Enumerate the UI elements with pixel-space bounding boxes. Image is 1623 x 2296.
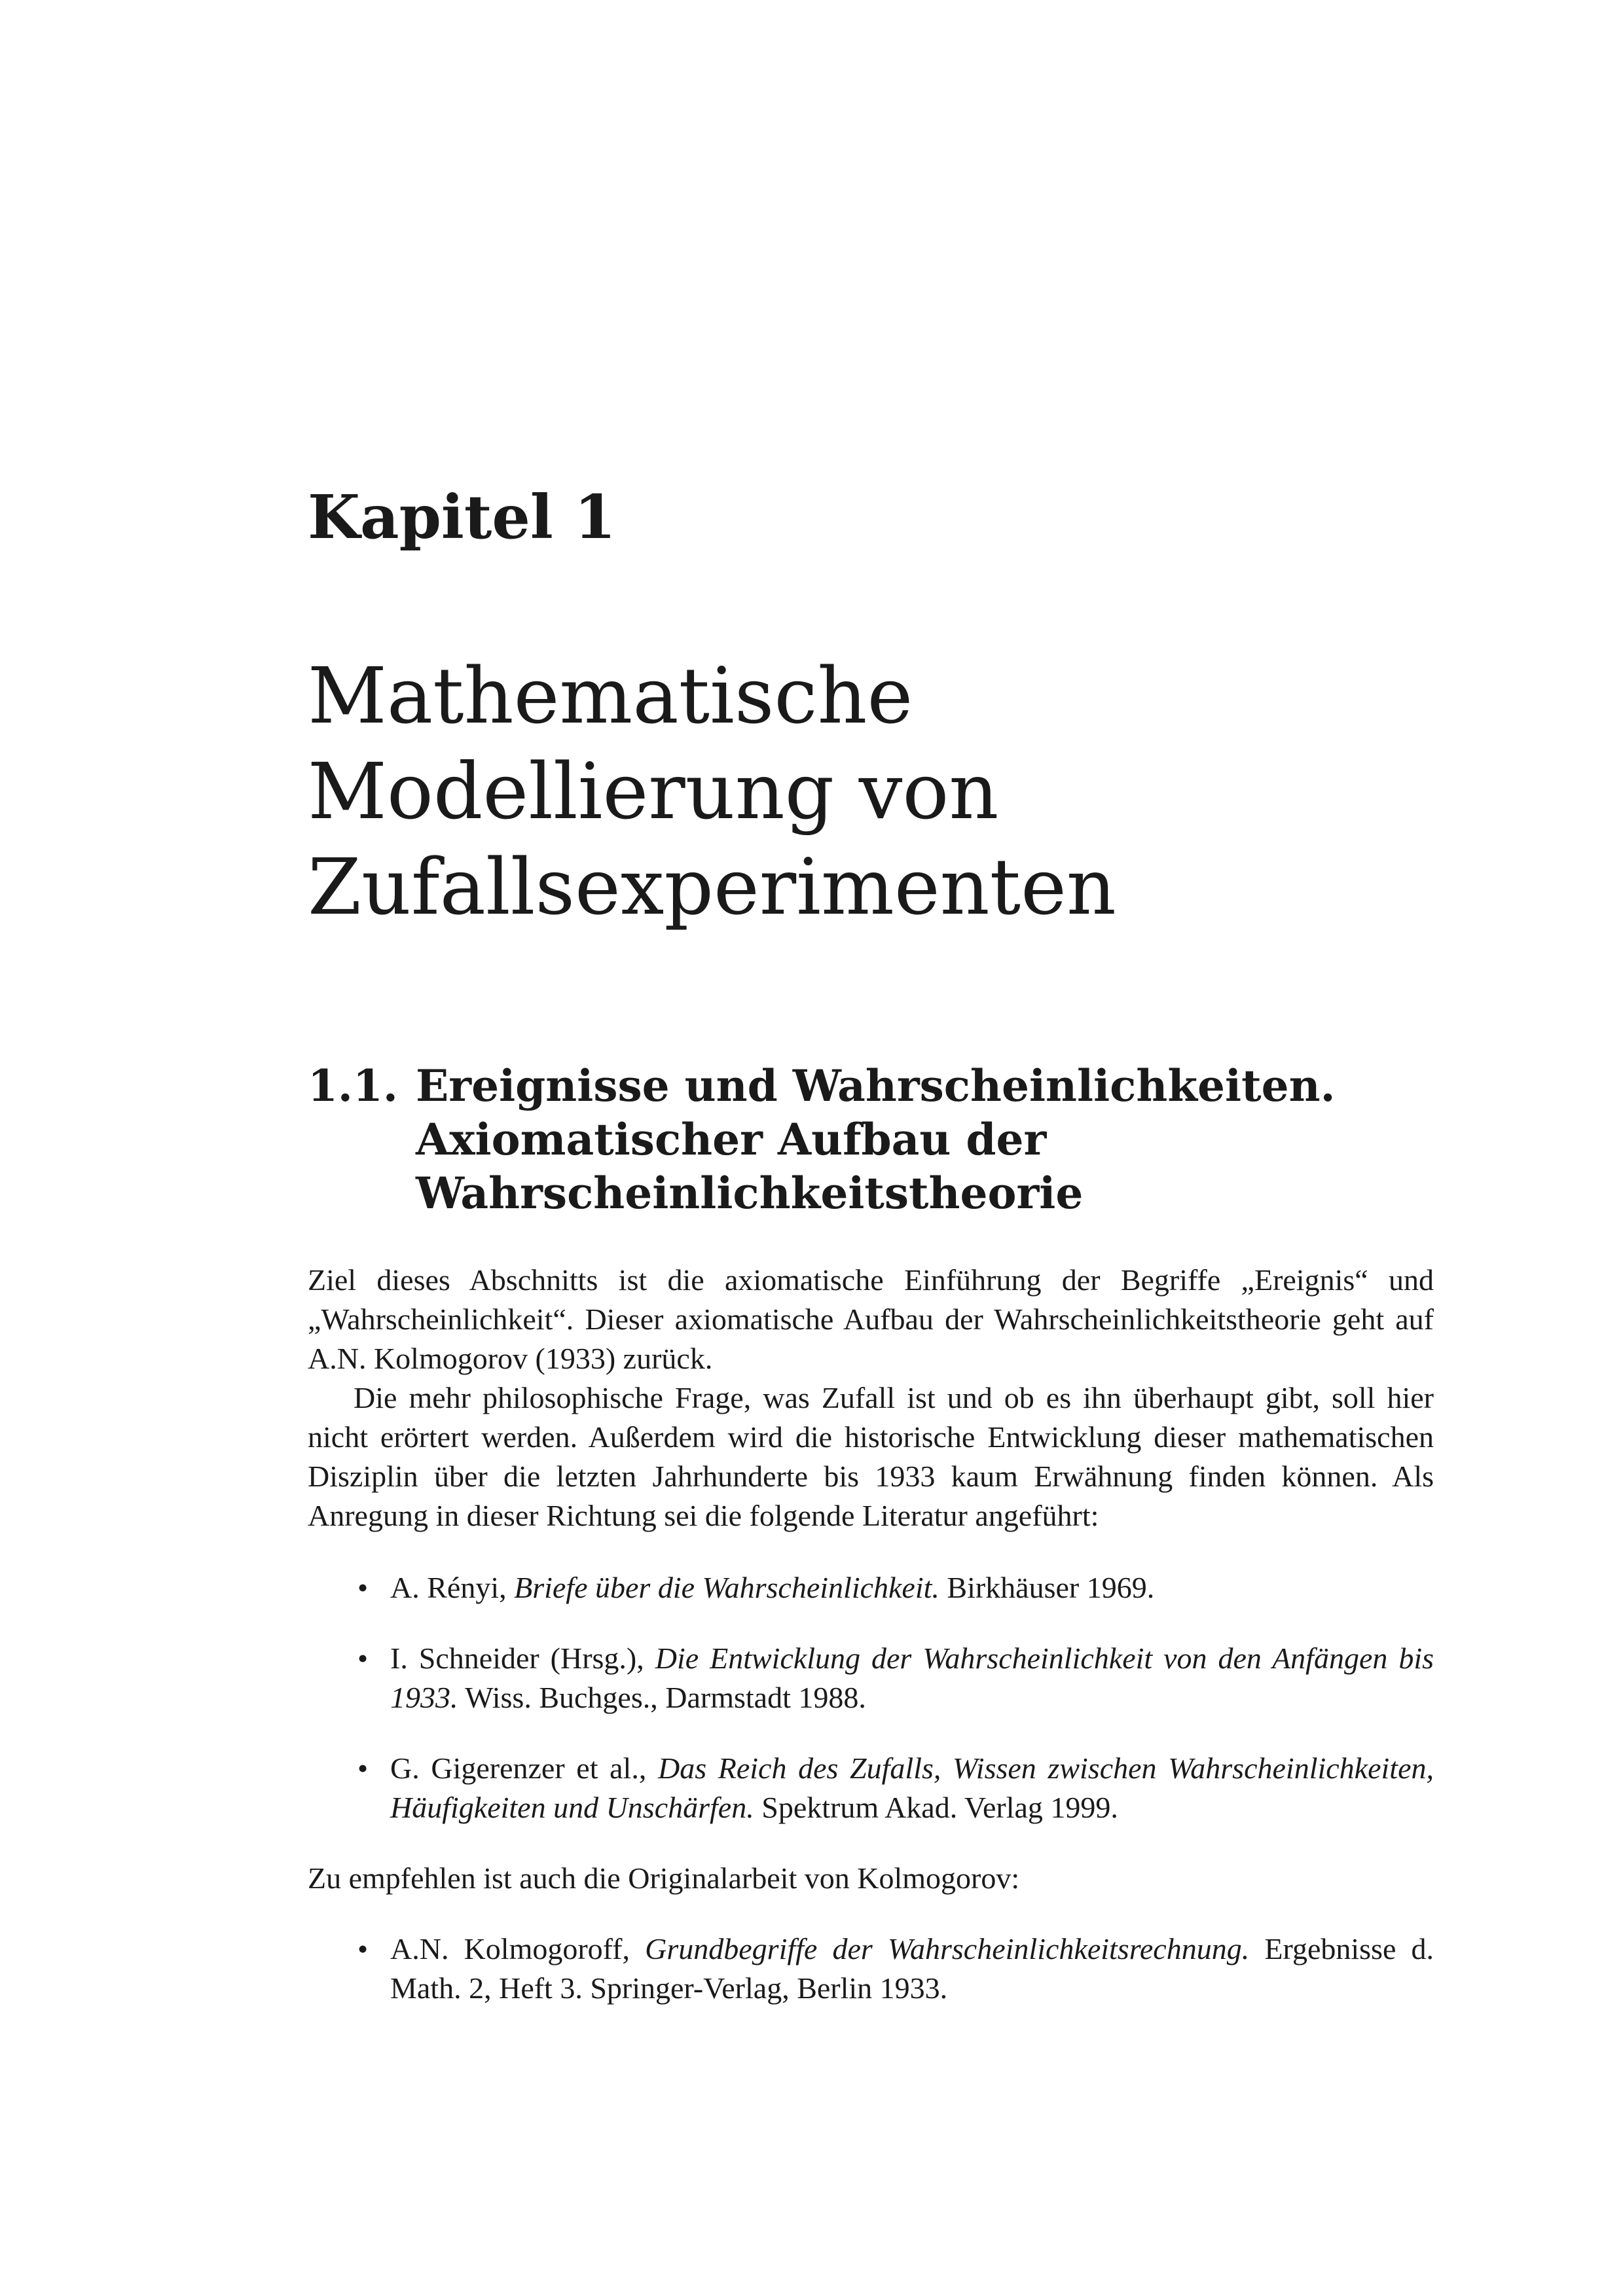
chapter-label: Kapitel 1 [308, 482, 616, 552]
intro-paragraph: Ziel dieses Abschnitts ist die axiomatische Einführung der Begriffe „Ereignis“ und „Wahrscheinlichkeit“. Dieser axiomatische Aufbau der Wahrscheinlichkeitstheorie geht auf A.N. Kolmogorov (1933) zurück. [308, 1263, 1434, 1375]
list-item [308, 1568, 1434, 1607]
reference-author: I. Schneider (Hrsg.), [390, 1641, 644, 1675]
list-item [308, 1749, 1434, 1827]
reference-author: G. Gigerenzer et al., [390, 1751, 647, 1785]
section-title-line: Axiomatischer Aufbau der [416, 1114, 1047, 1165]
body-text [308, 1261, 1434, 2039]
reference-title: Die Entwicklung der Wahrscheinlichkeit von den Anfängen bis 1933. [390, 1641, 1434, 1714]
bullet-icon: • [357, 1641, 369, 1675]
reference-publisher: Birkhäuser 1969. [947, 1571, 1155, 1604]
literature-list [308, 1568, 1434, 1827]
chapter-title [308, 648, 1486, 935]
original-reference-list [308, 1929, 1434, 2008]
reference-author: A. Rényi, [390, 1571, 507, 1604]
chapter-title-line: Mathematische [308, 651, 913, 741]
section-number: 1.1. [308, 1060, 398, 1111]
reference-publisher: Ergebnisse d. Math. 2, Heft 3. Springer-Verlag, Berlin 1933. [390, 1932, 1434, 2005]
bullet-icon: • [357, 1751, 369, 1785]
reference-publisher: Wiss. Buchges., Darmstadt 1988. [465, 1681, 866, 1714]
reference-title: Das Reich des Zufalls, Wissen zwischen Wahrscheinlichkeiten, Häufigkeiten und Unschärfen. [390, 1751, 1434, 1824]
section-title [416, 1059, 1336, 1220]
list-item [308, 1639, 1434, 1717]
list-item [308, 1929, 1434, 2008]
bullet-icon: • [357, 1932, 369, 1965]
reference-author: A.N. Kolmogoroff, [390, 1932, 630, 1965]
reference-title: Grundbegriffe der Wahrscheinlichkeitsrechnung. [645, 1932, 1250, 1965]
reference-publisher: Spektrum Akad. Verlag 1999. [761, 1791, 1118, 1824]
recommendation-paragraph: Zu empfehlen ist auch die Originalarbeit von Kolmogorov: [308, 1861, 1020, 1895]
history-paragraph: Die mehr philosophische Frage, was Zufall ist und ob es ihn überhaupt gibt, soll hier nicht erörtert werden. Außerdem wird die historische Entwicklung dieser mathematischen Disziplin über die letzten Jahrhunderte bis 1933 kaum Erwähnung finden können. Als Anregung in dieser Richtung sei die folgende Literatur angeführt: [308, 1381, 1434, 1532]
chapter-title-line: Zufallsexperimenten [308, 842, 1116, 932]
reference-title: Briefe über die Wahrscheinlichkeit. [514, 1571, 939, 1604]
section-title-line: Wahrscheinlichkeitstheorie [416, 1168, 1084, 1219]
section-title-line: Ereignisse und Wahrscheinlichkeiten. [416, 1060, 1336, 1111]
bullet-icon: • [357, 1571, 369, 1604]
chapter-title-line: Modellierung von [308, 746, 999, 836]
